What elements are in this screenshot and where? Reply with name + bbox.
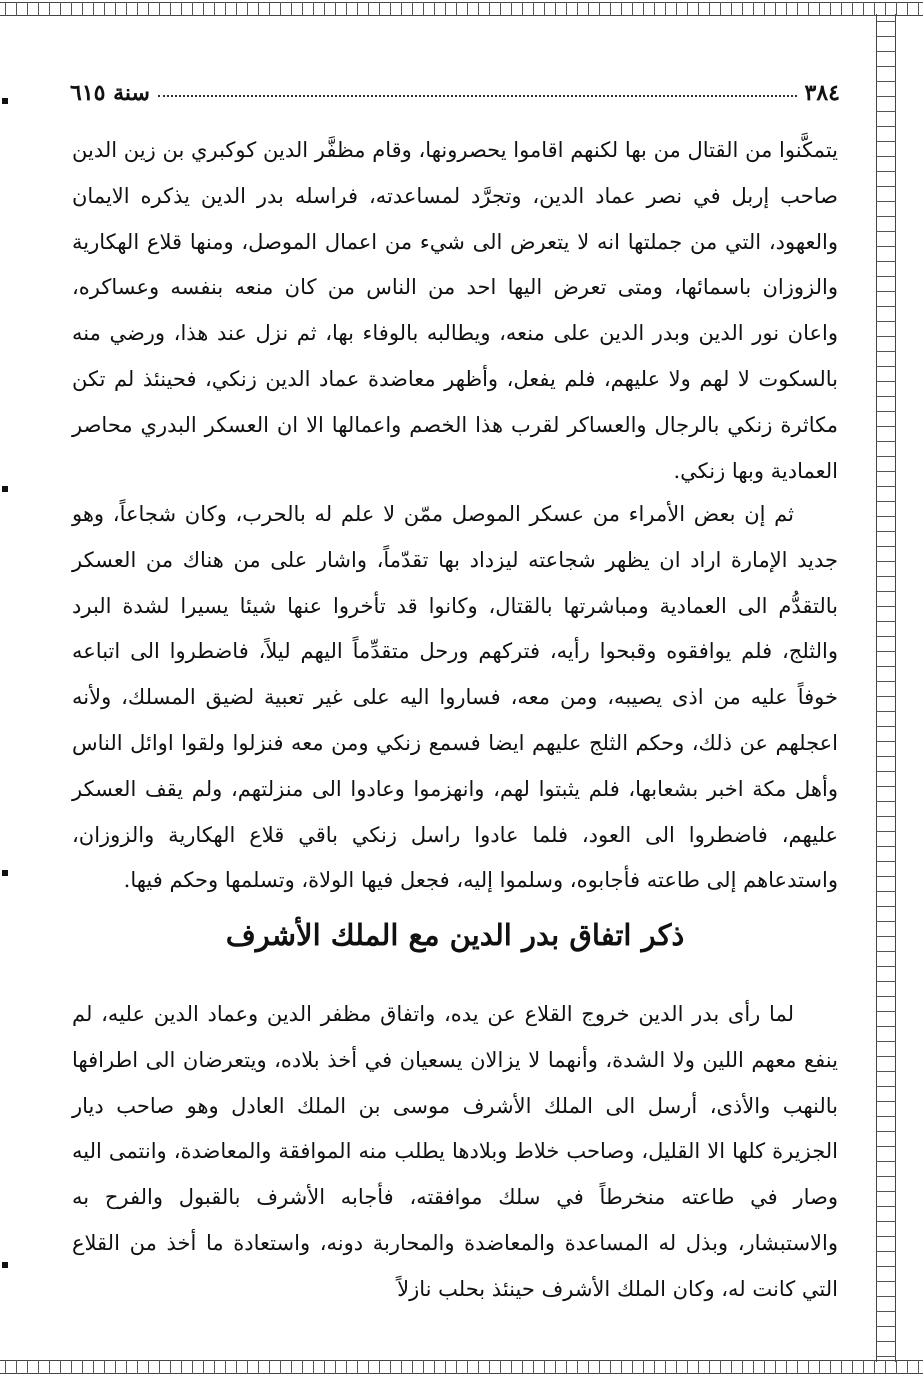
paragraph: لما رأى بدر الدين خروج القلاع عن يده، واتفاق مظفر الدين وعماد الدين عليه، لم ينفع معهم اللين ولا الشدة، وأنهما لا يزالان يسعيان في أخذ بلاده، ويتعرضان الى اطرافها بالنهب والأذى، أرسل الى الملك الأشرف موسى بن الملك العادل وهو صاحب ديار الجزيرة كلها الا القليل، وصاحب خلاط وبلادها يطلب منه الموافقة والمعاضدة، وانتمى اليه وصار في طاعته منخرطاً في سلك موافقته، فأجابه الأشرف بالقبول والفرح به والاستبشار، وبذل له المساعدة والمعاضدة والمحاربة دونه، واستعادة ما أخذ من القلاع التي كانت له، وكان الملك الأشرف حينئذ بحلب نازلاً <box>72 1002 838 1301</box>
margin-mark <box>2 98 8 104</box>
header-dotted-rule <box>158 95 797 97</box>
paragraph: يتمكَّنوا من القتال من بها لكنهم اقاموا يحصرونها، وقام مظفَّر الدين كوكبري بن زين الدين صاحب إربل في نصر عماد الدين، وتجرَّد لمساعدته، فراسله بدر الدين يذكره الايمان والعهود، التي من جملتها انه لا يتعرض الى شيء من اعمال الموصل، ومنها قلاع الهكارية والزوزان باسمائها، ومتى تعرض اليها احد من الناس من كان منعه بنفسه وعساكره، واعان نور الدين وبدر الدين على منعه، ويطالبه بالوفاء بها، ثم نزل عند هذا، ورضي منه بالسكوت لا لهم ولا عليهم، فلم يفعل، وأظهر معاضدة عماد الدين زنكي، فحينئذ لم تكن مكاثرة زنكي بالرجال والعساكر لقرب هذا الخصم واعمالها الا ان العسكر البدري محاصر العمادية وبها زنكي. <box>72 138 838 483</box>
margin-mark <box>2 870 8 876</box>
paragraph-block <box>72 128 838 494</box>
right-ornamental-border <box>876 14 896 1362</box>
paragraph-block <box>72 992 838 1313</box>
paragraph-block <box>72 492 838 904</box>
bottom-ornamental-border <box>0 1360 923 1374</box>
page-header <box>70 76 840 110</box>
top-ornamental-border <box>0 2 923 16</box>
year-label: سنة ٦١٥ <box>70 80 150 106</box>
page-number: ٣٨٤ <box>804 80 840 106</box>
paragraph: ثم إن بعض الأمراء من عسكر الموصل ممّن لا علم له بالحرب، وكان شجاعاً، وهو جديد الإمارة اراد ان يظهر شجاعته ليزداد بها تقدّماً، واشار على من هناك من العسكر بالتقدُّم الى العمادية ومباشرتها بالقتال، وكانوا قد تأخروا عنها شيئا يسيرا لشدة البرد والثلج، فلم يوافقوه وقبحوا رأيه، فتركهم ورحل متقدِّماً اليهم ليلاً، فاضطروا الى اتباعه خوفاً عليه من اذى يصيبه، ومن معه، فساروا اليه على غير تعبية لضيق المسلك، ولأنه اعجلهم عن ذلك، وحكم الثلج عليهم ايضا فسمع زنكي ومن معه فنزلوا ولقوا اوائل الناس وأهل مكة اخبر بشعابها، فلم يثبتوا لهم، وانهزموا وعادوا الى منزلتهم، ولم يقف العسكر عليهم، فاضطروا الى العود، فلما عادوا راسل زنكي باقي قلاع الهكارية والزوزان، واستدعاهم إلى طاعته فأجابوه، وسلموا إليه، فجعل فيها الولاة، وتسلمها وحكم فيها. <box>72 502 838 893</box>
section-heading: ذكر اتفاق بدر الدين مع الملك الأشرف <box>225 918 685 952</box>
margin-mark <box>2 486 8 492</box>
margin-mark <box>2 1262 8 1268</box>
